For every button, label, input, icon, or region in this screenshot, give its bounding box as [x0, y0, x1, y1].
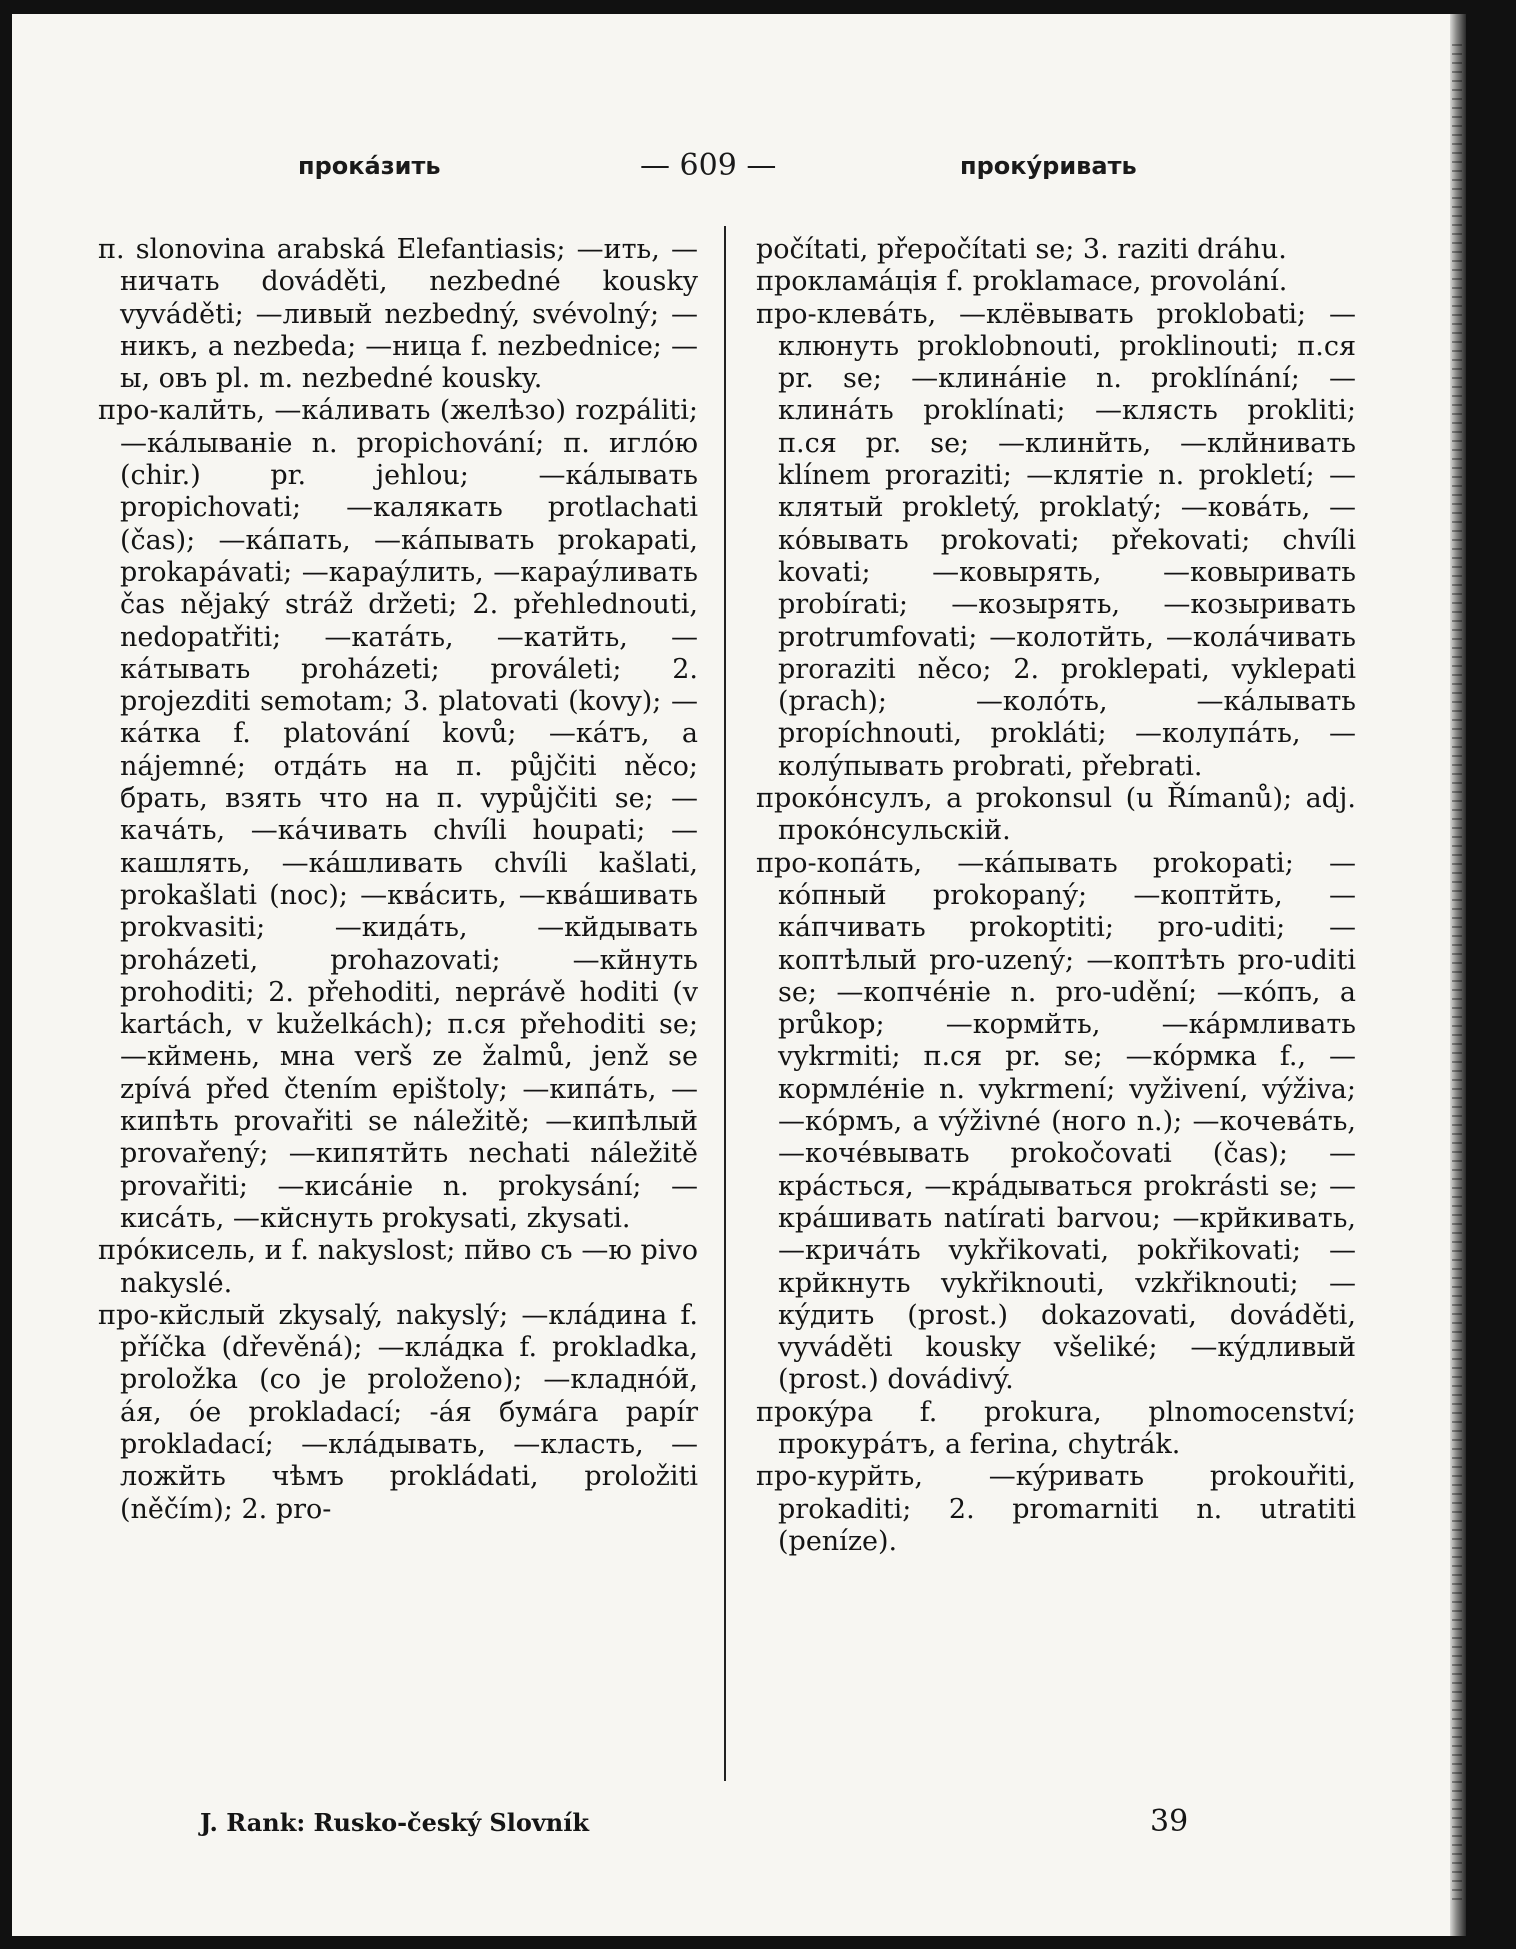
dictionary-entry: про-кйслый zkysalý, nakyslý; —клáдина f. příčka (dřevěná); —клáдка f. prokladka, proložka (co je proloženo); —кладнóй, áя, óе prokladací; -áя бумáга papír prokladací; —клáдывать, —класть, —ложйть чѣмъ prokládati, proložiti (něčím); 2. pro-	[98, 1299, 698, 1525]
running-head-right: прокýривать	[960, 152, 1137, 180]
dictionary-entry: počítati, přepočítati se; 3. raziti dráhu.	[756, 234, 1287, 265]
right-column	[756, 234, 1356, 1558]
dictionary-entry: про-копáть, —кáпывать prokopati; —кóпный prokopaný; —коптйть, —кáпчивать prokoptiti; pro-uditi; —коптѣлый pro-uzený; —коптѣть pro-uditi se; —копчéніе n. pro-udění; —кóпъ, a průkop; —кормйть, —кáрмливать vykrmiti; п.ся pr. se; —кóрмка f., —кормлéніе n. vykrmení; vyživení, výživa; —кóрмъ, a výživné (ного n.); —кочевáть, —кочéвывать prokočovati (čas); —крáсться, —крáдываться prokrásti se; —крáшивать natírati barvou; —крйкивать, —кричáть vykřikovati, pokřikovati; —крйкнуть vykřiknouti, vzkřiknouti; —кýдить (prost.) dokazovati, dováděti, vyváděti kousky všeliké; —кýдливый (prost.) dovádivý.	[756, 847, 1356, 1396]
page-stack-lines	[1452, 40, 1462, 1900]
dictionary-entry: про-калйть, —кáливать (желѣзо) rozpáliti; —кáлываніе n. propichování; п. иглóю (chir.) pr. jehlou; —кáлывать propichovati; —калякать protlachati (čas); —кáпать, —кáпывать prokapati, prokapávati; —караýлить, —караýливать čas nějaký stráž držeti; 2. přehlednouti, nedopatřiti; —катáть, —катйть, —кáтывать proházeti; prováleti; 2. projezditi semotam; 3. platovati (kovy); —кáтка f. platování kovů; —кáтъ, a nájemné; отдáть на п. půjčiti něco; брать, взять что на п. vypůjčiti se; —качáть, —кáчивать chvíli houpati; —кашлять, —кáшливать chvíli kašlati, prokašlati (noc); —квáсить, —квáшивать prokvasiti; —кидáть, —кйдывать proházeti, prohazovati; —кйнуть prohoditi; 2. přehoditi, neprávě hoditi (v kartách, v kuželkách); п.ся přehoditi se; —кймень, мна verš ze žalmů, jenž se zpívá před čtením epištoly; —кипáть, —кипѣть provařiti se náležitě; —кипѣлый provařený; —кипятйть nechati náležitě provařiti; —кисáніе n. prokysání; —кисáть, —кйснуть prokysati, zkysati.	[98, 395, 698, 1234]
footer-publication-title: J. Rank: Rusko-český Slovník	[200, 1808, 589, 1837]
dictionary-entry: прокóнсулъ, a prokonsul (u Římanů); adj. прокóнсульскій.	[756, 783, 1356, 847]
signature-mark: 39	[1150, 1804, 1189, 1839]
page-number: — 609 —	[640, 148, 777, 183]
left-column	[98, 234, 698, 1526]
dictionary-entry: прокýра f. prokura, plnomocenství; прокурáтъ, a ferina, chytrák.	[756, 1396, 1356, 1460]
dictionary-entry: про-курйть, —кýривать prokouřiti, prokaditi; 2. promarniti n. utratiti (peníze).	[756, 1461, 1356, 1557]
dictionary-entry: прокламáція f. proklamace, provolání.	[756, 266, 1288, 298]
running-head-left: прокáзить	[298, 152, 441, 180]
column-divider	[724, 226, 726, 1781]
dictionary-entry: прóкисель, и f. nakyslost; пйво съ —ю pivo nakyslé.	[98, 1235, 698, 1299]
dictionary-entry: про-клевáть, —клёвывать proklobati; —клюнуть proklobnouti, proklinouti; п.ся pr. se; —клинáніе n. proklínání; —клинáть proklínati; —клясть prokliti; п.ся pr. se; —клинйть, —клйнивать klínem proraziti; —клятіе n. prokletí; —клятый prokletý, proklatý; —ковáть, —кóвывать prokovati; překovati; chvíli kovati; —ковырять, —ковыривать probírati; —козырять, —козыривать protrumfovati; —колотйть, —колáчивать proraziti něco; 2. proklepati, vyklepati (prach); —колóть, —кáлывать propíchnouti, prokláti; —колупáть, —колýпывать probrati, přebrati.	[756, 298, 1356, 782]
dictionary-entry: п. slonovina arabská Elefantiasis; —ить, —ничать dováděti, nezbedné kousky vyváděti; —ливый nezbedný, svévolný; —никъ, a nezbeda; —ница f. nezbednice; —ы, овъ pl. m. nezbedné kousky.	[98, 234, 698, 395]
